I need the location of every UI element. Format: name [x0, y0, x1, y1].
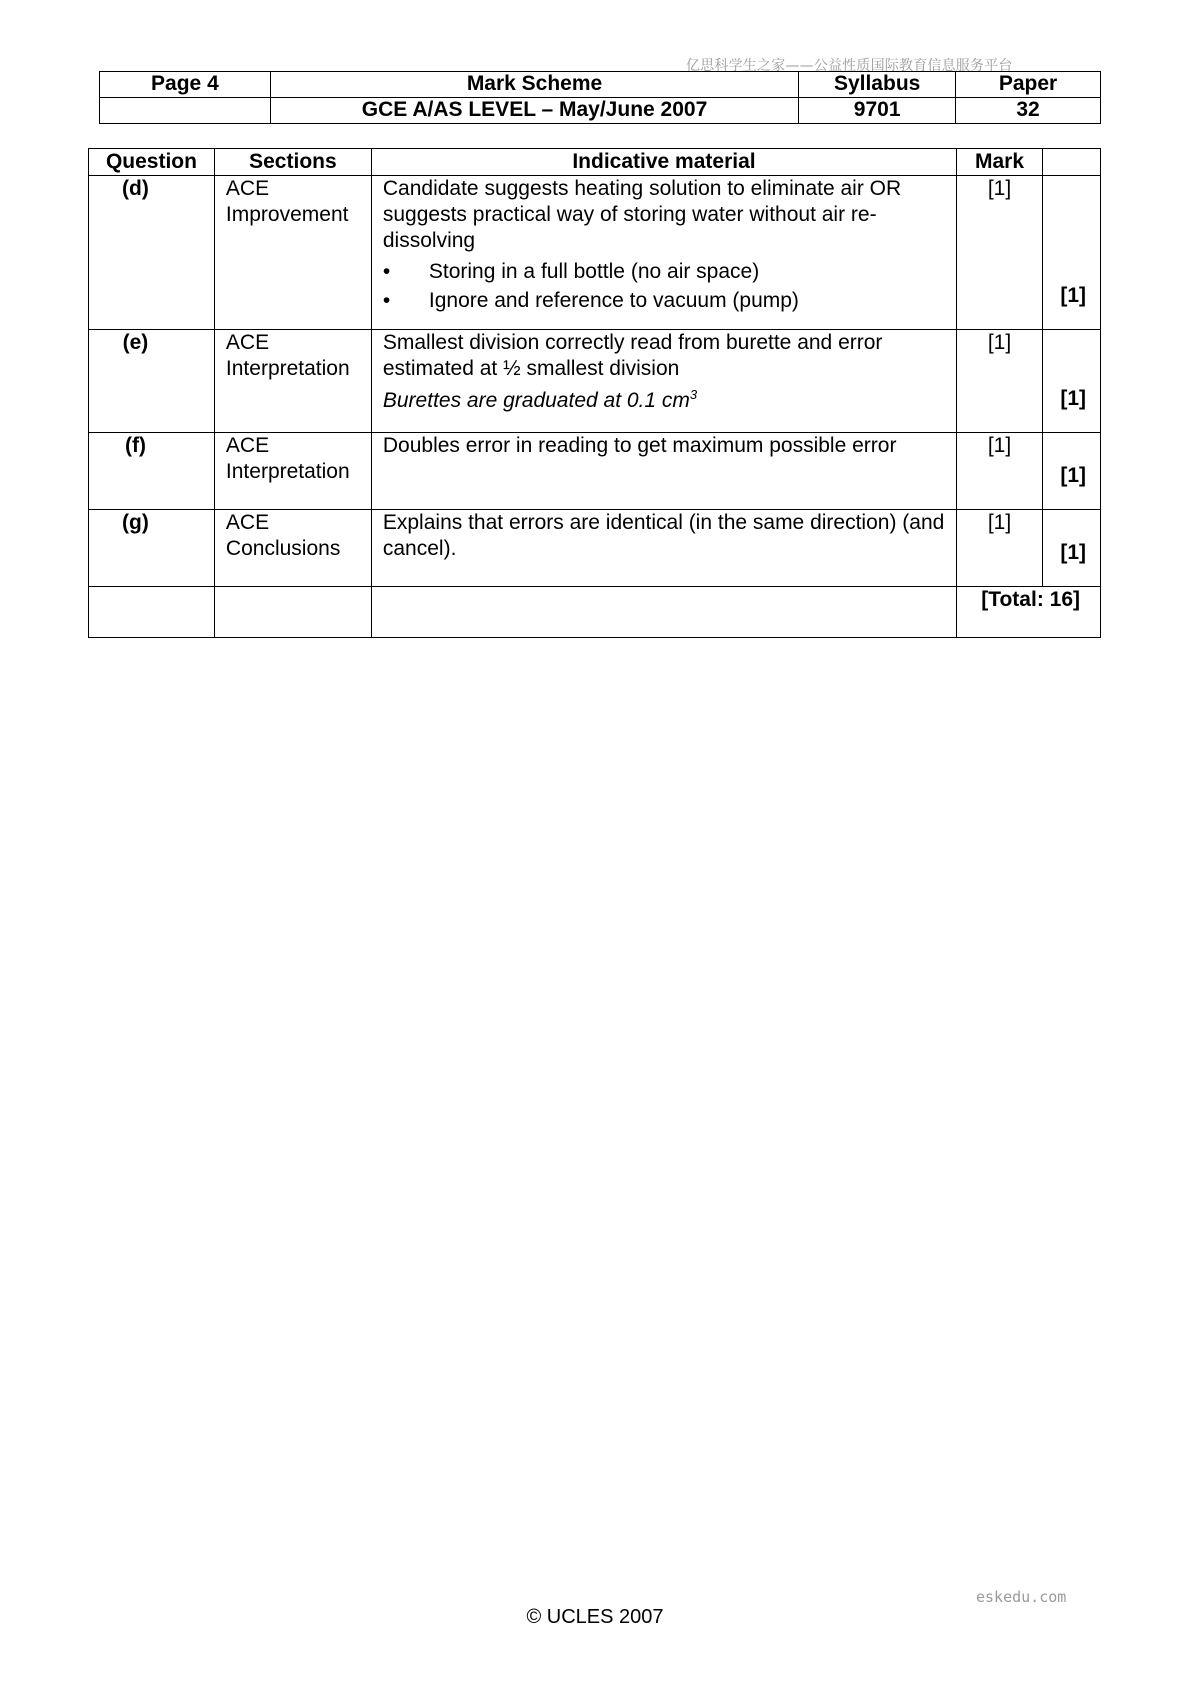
header-table — [99, 71, 1101, 124]
syllabus-code: 9701 — [799, 98, 956, 124]
list-item: • Ignore and reference to vacuum (pump) — [383, 286, 948, 315]
section-skill: Conclusions — [225, 537, 341, 560]
total-row — [89, 587, 1101, 638]
document-title: Mark Scheme — [270, 72, 798, 98]
material-cell — [371, 433, 956, 510]
grand-total: [Total: 16] — [957, 587, 1101, 638]
section-category: ACE — [225, 331, 270, 354]
watermark-top: 亿思科学生之家——公益性质国际教育信息服务平台 — [686, 58, 1013, 74]
paper-label: Paper — [956, 72, 1101, 98]
syllabus-label: Syllabus — [799, 72, 956, 98]
mark-value: [1] — [957, 433, 1043, 510]
material-cell — [371, 510, 956, 587]
column-header-mark: Mark — [957, 149, 1043, 176]
footer-copyright: © UCLES 2007 — [526, 1606, 664, 1628]
column-header-material: Indicative material — [371, 149, 956, 176]
table-row — [89, 176, 1101, 330]
empty-cell — [371, 587, 956, 638]
table-row — [89, 510, 1101, 587]
bullet-list — [383, 257, 948, 315]
section-cell — [214, 433, 371, 510]
watermark-bottom: eskedu.com — [976, 1588, 1067, 1606]
section-skill: Interpretation — [225, 460, 350, 483]
material-cell — [371, 176, 956, 330]
mark-scheme-table — [88, 148, 1101, 638]
empty-cell — [214, 587, 371, 638]
paper-number: 32 — [956, 98, 1101, 124]
column-header-sections: Sections — [214, 149, 371, 176]
mark-value: [1] — [957, 330, 1043, 433]
mark-value: [1] — [957, 510, 1043, 587]
section-category: ACE — [225, 434, 270, 457]
section-cell — [214, 176, 371, 330]
question-number: (f) — [89, 433, 215, 510]
material-text: Smallest division correctly read from burette and error estimated at ½ smallest division — [382, 331, 883, 380]
section-skill: Improvement — [225, 203, 349, 226]
italic-note — [383, 382, 948, 414]
empty-cell — [89, 587, 215, 638]
row-total: [1] — [1042, 510, 1100, 587]
material-text: Candidate suggests heating solution to eliminate air OR suggests practical way of storing water without air re-dissolving — [382, 177, 902, 252]
section-cell — [214, 330, 371, 433]
table-row — [89, 330, 1101, 433]
column-header-row — [89, 149, 1101, 176]
material-cell — [371, 330, 956, 433]
empty-cell — [100, 98, 271, 124]
superscript: 3 — [689, 387, 698, 402]
section-skill: Interpretation — [225, 357, 350, 380]
section-category: ACE — [225, 177, 270, 200]
question-number: (d) — [89, 176, 215, 330]
row-total: [1] — [1042, 330, 1100, 433]
column-header-total — [1042, 149, 1100, 176]
question-number: (g) — [89, 510, 215, 587]
section-cell — [214, 510, 371, 587]
column-header-question: Question — [89, 149, 215, 176]
mark-value: [1] — [957, 176, 1043, 330]
table-row — [89, 433, 1101, 510]
page-label: Page 4 — [100, 72, 271, 98]
section-category: ACE — [225, 511, 270, 534]
exam-session: GCE A/AS LEVEL – May/June 2007 — [270, 98, 798, 124]
row-total: [1] — [1042, 176, 1100, 330]
row-total: [1] — [1042, 433, 1100, 510]
list-item: • Storing in a full bottle (no air space) — [383, 257, 948, 286]
material-text: Explains that errors are identical (in the same direction) (and cancel). — [382, 511, 945, 560]
material-text: Doubles error in reading to get maximum possible error — [382, 434, 897, 457]
italic-note-text: Burettes are graduated at 0.1 cm — [382, 389, 690, 412]
question-number: (e) — [89, 330, 215, 433]
